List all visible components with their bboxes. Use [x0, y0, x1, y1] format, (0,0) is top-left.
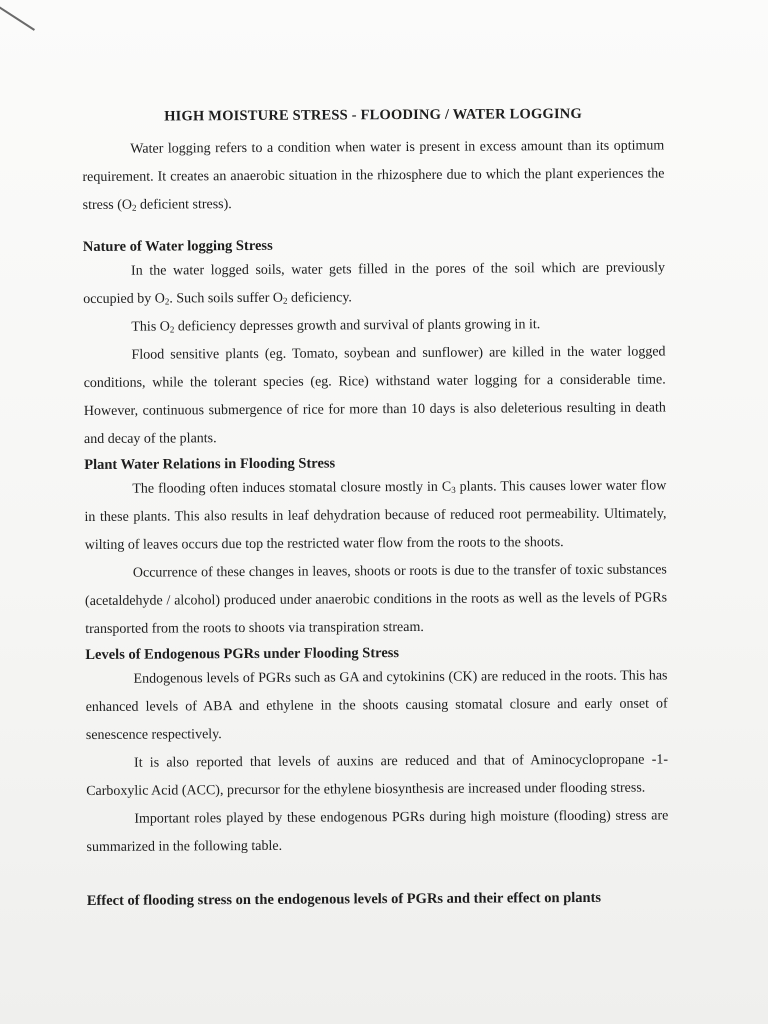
nature-p2-text-1: This O	[131, 319, 170, 335]
nature-p2-subscript-1: 2	[169, 324, 175, 335]
water-relations-paragraph-1	[84, 472, 667, 560]
nature-p1-text-3: deficiency.	[287, 290, 352, 306]
water-relations-p1-text-1: The flooding often induces stomatal closure mostly in C	[132, 479, 452, 497]
document-body	[82, 102, 669, 912]
nature-p1-text-1: In the water logged soils, water gets filled in the pores of the soil which are previously occupied by O	[83, 260, 666, 307]
intro-subscript-1: 2	[131, 202, 137, 213]
nature-p1-subscript-1: 2	[164, 296, 170, 307]
nature-p1-text-2: . Such soils suffer O	[169, 290, 284, 307]
intro-paragraph	[82, 132, 665, 220]
pgrs-paragraph-1: Endogenous levels of PGRs such as GA and cytokinins (CK) are reduced in the roots. This has enhanced levels of ABA and ethylene in the shoots causing stomatal closure and early onset of senescence respectively.	[85, 668, 668, 743]
page-corner-mark	[0, 4, 35, 30]
water-relations-paragraph-2: Occurrence of these changes in leaves, shoots or roots is due to the transfer of toxic substances (acetaldehyde / alcohol) produced under anaerobic conditions in the roots as well as the levels of PGRs transported from the roots to shoots via transpiration stream.	[84, 562, 668, 637]
nature-p1-subscript-2: 2	[283, 295, 288, 306]
table-heading: Effect of flooding stress on the endogenous levels of PGRs and their effect on plants	[86, 889, 602, 909]
pgrs-paragraph-2: It is also reported that levels of auxins are reduced and that of Aminocyclopropane -1-Carboxylic Acid (ACC), precursor for the ethylene biosynthesis are increased under flooding stress.	[86, 752, 669, 799]
nature-paragraph-2	[83, 310, 665, 342]
intro-text-2: deficient stress).	[136, 197, 232, 213]
nature-paragraph-3: Flood sensitive plants (eg. Tomato, soybean and sunflower) are killed in the water logged conditions, while the tolerant species (eg. Rice) withstand water logging for a considerable time. However, continuous submergence of rice for more than 10 days is also deleterious resulting in death and decay of the plants.	[83, 344, 666, 447]
water-relations-p1-text-2: plants. This causes lower water flow in these plants. This also results in leaf dehydration because of reduced root permeability. Ultimately, wilting of leaves occurs due top the restricted water flow from the roots to the shoots.	[84, 478, 667, 553]
section-heading-water-relations: Plant Water Relations in Flooding Stress	[84, 455, 336, 473]
water-relations-p1-subscript-1: 3	[451, 484, 456, 495]
nature-p2-text-2: deficiency depresses growth and survival of plants growing in it.	[174, 317, 541, 335]
section-heading-endogenous-pgrs: Levels of Endogenous PGRs under Flooding Stress	[85, 645, 400, 663]
nature-paragraph-1	[83, 254, 665, 314]
pgrs-paragraph-3: Important roles played by these endogenous PGRs during high moisture (flooding) stress are summarized in the following table.	[86, 808, 669, 855]
section-heading-nature: Nature of Water logging Stress	[82, 237, 273, 255]
intro-text-1: Water logging refers to a condition when water is present in excess amount than its optimum requirement. It creates an anaerobic situation in the rhizosphere due to which the plant experiences the stress (O	[82, 138, 665, 213]
document-title: HIGH MOISTURE STRESS - FLOODING / WATER LOGGING	[164, 105, 582, 125]
